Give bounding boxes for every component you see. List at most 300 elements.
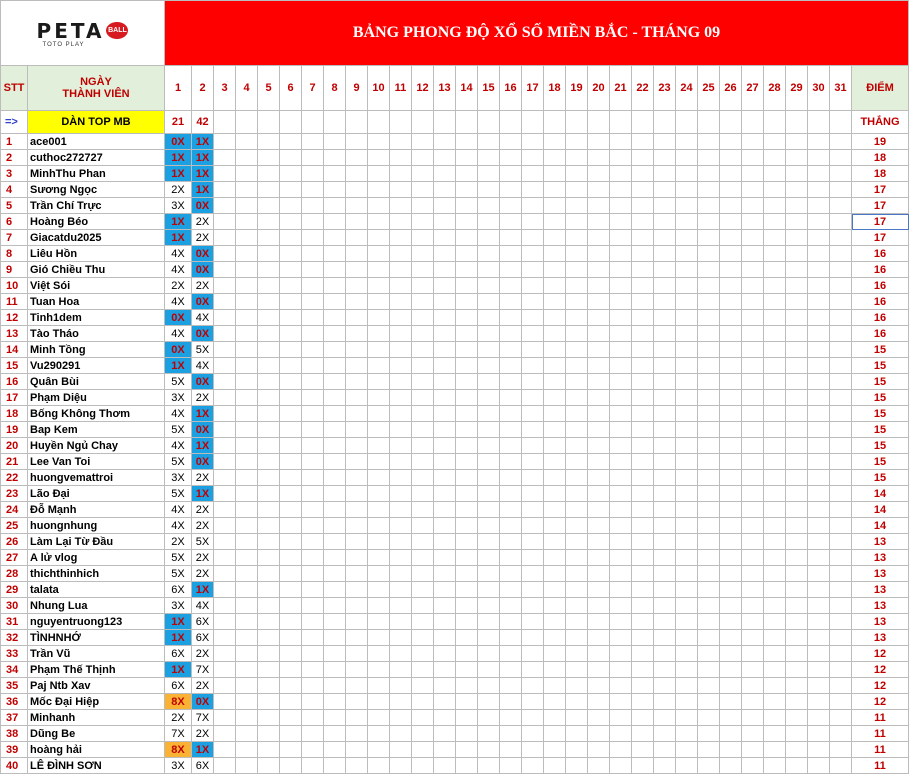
day-26-cell[interactable]	[720, 326, 742, 342]
day-8-cell[interactable]	[324, 214, 346, 230]
day-18-cell[interactable]	[544, 438, 566, 454]
day-4-cell[interactable]	[236, 662, 258, 678]
day-22-cell[interactable]	[632, 342, 654, 358]
day-11-cell[interactable]	[390, 406, 412, 422]
day-4-cell[interactable]	[236, 214, 258, 230]
day-17-cell[interactable]	[522, 486, 544, 502]
score-cell[interactable]: 16	[852, 294, 909, 310]
day-5-cell[interactable]	[258, 694, 280, 710]
day-6-cell[interactable]	[280, 406, 302, 422]
day-20-cell[interactable]	[588, 710, 610, 726]
day-25-cell[interactable]	[698, 342, 720, 358]
day-23-cell[interactable]	[654, 342, 676, 358]
day-3-cell[interactable]	[214, 534, 236, 550]
day-24-cell[interactable]	[676, 694, 698, 710]
day-12-cell[interactable]	[412, 582, 434, 598]
day-30-cell[interactable]	[808, 246, 830, 262]
day-11-cell[interactable]	[390, 646, 412, 662]
day-5-cell[interactable]	[258, 566, 280, 582]
day-26-cell[interactable]	[720, 630, 742, 646]
dan-top-day-4[interactable]	[236, 111, 258, 134]
member-name[interactable]: MinhThu Phan	[28, 166, 165, 182]
day-6-cell[interactable]	[280, 278, 302, 294]
day-17-cell[interactable]	[522, 342, 544, 358]
day-12-cell[interactable]	[412, 630, 434, 646]
day-28-cell[interactable]	[764, 310, 786, 326]
day-13-cell[interactable]	[434, 534, 456, 550]
day-29-cell[interactable]	[786, 502, 808, 518]
day-4-cell[interactable]	[236, 438, 258, 454]
day-23-cell[interactable]	[654, 278, 676, 294]
day-3-cell[interactable]	[214, 518, 236, 534]
day-18-cell[interactable]	[544, 630, 566, 646]
day-25-cell[interactable]	[698, 278, 720, 294]
day-30-cell[interactable]	[808, 566, 830, 582]
day-23-cell[interactable]	[654, 694, 676, 710]
day-10-cell[interactable]	[368, 358, 390, 374]
day-7-cell[interactable]	[302, 134, 324, 150]
day-5-cell[interactable]	[258, 374, 280, 390]
day-2-cell[interactable]: 1X	[192, 486, 214, 502]
day-4-cell[interactable]	[236, 182, 258, 198]
day-3-cell[interactable]	[214, 374, 236, 390]
day-8-cell[interactable]	[324, 486, 346, 502]
day-2-cell[interactable]: 2X	[192, 214, 214, 230]
day-27-cell[interactable]	[742, 342, 764, 358]
day-6-cell[interactable]	[280, 294, 302, 310]
day-20-cell[interactable]	[588, 470, 610, 486]
day-31-cell[interactable]	[830, 358, 852, 374]
day-7-cell[interactable]	[302, 470, 324, 486]
day-14-cell[interactable]	[456, 518, 478, 534]
day-29-cell[interactable]	[786, 470, 808, 486]
day-21-cell[interactable]	[610, 502, 632, 518]
day-17-cell[interactable]	[522, 422, 544, 438]
day-header-21[interactable]: 21	[610, 66, 632, 111]
day-23-cell[interactable]	[654, 614, 676, 630]
day-21-cell[interactable]	[610, 326, 632, 342]
day-13-cell[interactable]	[434, 310, 456, 326]
day-10-cell[interactable]	[368, 502, 390, 518]
day-5-cell[interactable]	[258, 598, 280, 614]
day-4-cell[interactable]	[236, 230, 258, 246]
day-4-cell[interactable]	[236, 566, 258, 582]
score-cell[interactable]: 11	[852, 742, 909, 758]
day-9-cell[interactable]	[346, 662, 368, 678]
day-6-cell[interactable]	[280, 502, 302, 518]
day-13-cell[interactable]	[434, 342, 456, 358]
day-28-cell[interactable]	[764, 470, 786, 486]
score-cell[interactable]: 15	[852, 390, 909, 406]
day-21-cell[interactable]	[610, 390, 632, 406]
day-5-cell[interactable]	[258, 294, 280, 310]
day-header-26[interactable]: 26	[720, 66, 742, 111]
day-15-cell[interactable]	[478, 614, 500, 630]
day-25-cell[interactable]	[698, 422, 720, 438]
dan-top-day-22[interactable]	[632, 111, 654, 134]
day-26-cell[interactable]	[720, 614, 742, 630]
day-25-cell[interactable]	[698, 374, 720, 390]
day-13-cell[interactable]	[434, 374, 456, 390]
day-21-cell[interactable]	[610, 534, 632, 550]
day-30-cell[interactable]	[808, 198, 830, 214]
day-24-cell[interactable]	[676, 422, 698, 438]
day-1-cell[interactable]: 1X	[165, 214, 192, 230]
day-26-cell[interactable]	[720, 758, 742, 774]
day-10-cell[interactable]	[368, 694, 390, 710]
day-27-cell[interactable]	[742, 150, 764, 166]
day-4-cell[interactable]	[236, 358, 258, 374]
day-18-cell[interactable]	[544, 694, 566, 710]
day-28-cell[interactable]	[764, 406, 786, 422]
day-19-cell[interactable]	[566, 438, 588, 454]
day-12-cell[interactable]	[412, 550, 434, 566]
day-13-cell[interactable]	[434, 630, 456, 646]
day-12-cell[interactable]	[412, 262, 434, 278]
day-25-cell[interactable]	[698, 502, 720, 518]
day-21-cell[interactable]	[610, 182, 632, 198]
day-6-cell[interactable]	[280, 358, 302, 374]
day-24-cell[interactable]	[676, 358, 698, 374]
day-19-cell[interactable]	[566, 342, 588, 358]
day-26-cell[interactable]	[720, 438, 742, 454]
day-25-cell[interactable]	[698, 758, 720, 774]
day-23-cell[interactable]	[654, 742, 676, 758]
day-30-cell[interactable]	[808, 326, 830, 342]
day-26-cell[interactable]	[720, 422, 742, 438]
day-16-cell[interactable]	[500, 374, 522, 390]
day-19-cell[interactable]	[566, 582, 588, 598]
day-28-cell[interactable]	[764, 646, 786, 662]
day-28-cell[interactable]	[764, 326, 786, 342]
day-7-cell[interactable]	[302, 422, 324, 438]
day-19-cell[interactable]	[566, 566, 588, 582]
day-23-cell[interactable]	[654, 438, 676, 454]
day-header-7[interactable]: 7	[302, 66, 324, 111]
day-21-cell[interactable]	[610, 470, 632, 486]
day-15-cell[interactable]	[478, 166, 500, 182]
day-11-cell[interactable]	[390, 310, 412, 326]
dan-top-day-3[interactable]	[214, 111, 236, 134]
day-22-cell[interactable]	[632, 598, 654, 614]
day-22-cell[interactable]	[632, 422, 654, 438]
day-31-cell[interactable]	[830, 742, 852, 758]
day-31-cell[interactable]	[830, 406, 852, 422]
day-1-cell[interactable]: 6X	[165, 582, 192, 598]
day-2-cell[interactable]: 2X	[192, 230, 214, 246]
day-22-cell[interactable]	[632, 262, 654, 278]
day-header-17[interactable]: 17	[522, 66, 544, 111]
day-4-cell[interactable]	[236, 326, 258, 342]
day-24-cell[interactable]	[676, 742, 698, 758]
day-18-cell[interactable]	[544, 758, 566, 774]
member-name[interactable]: Mốc Đại Hiệp	[28, 694, 165, 710]
score-cell[interactable]: 14	[852, 486, 909, 502]
day-13-cell[interactable]	[434, 182, 456, 198]
day-15-cell[interactable]	[478, 502, 500, 518]
day-11-cell[interactable]	[390, 326, 412, 342]
day-28-cell[interactable]	[764, 630, 786, 646]
day-2-cell[interactable]: 4X	[192, 310, 214, 326]
dan-top-day-12[interactable]	[412, 111, 434, 134]
day-29-cell[interactable]	[786, 358, 808, 374]
day-25-cell[interactable]	[698, 134, 720, 150]
day-6-cell[interactable]	[280, 614, 302, 630]
day-28-cell[interactable]	[764, 262, 786, 278]
day-6-cell[interactable]	[280, 182, 302, 198]
member-name[interactable]: Giacatdu2025	[28, 230, 165, 246]
day-24-cell[interactable]	[676, 726, 698, 742]
day-16-cell[interactable]	[500, 422, 522, 438]
day-25-cell[interactable]	[698, 246, 720, 262]
day-10-cell[interactable]	[368, 182, 390, 198]
day-8-cell[interactable]	[324, 566, 346, 582]
score-cell[interactable]: 17	[852, 230, 909, 246]
day-26-cell[interactable]	[720, 294, 742, 310]
day-15-cell[interactable]	[478, 342, 500, 358]
day-20-cell[interactable]	[588, 614, 610, 630]
day-11-cell[interactable]	[390, 582, 412, 598]
day-14-cell[interactable]	[456, 726, 478, 742]
day-25-cell[interactable]	[698, 614, 720, 630]
day-26-cell[interactable]	[720, 470, 742, 486]
day-18-cell[interactable]	[544, 246, 566, 262]
day-11-cell[interactable]	[390, 710, 412, 726]
day-26-cell[interactable]	[720, 726, 742, 742]
day-19-cell[interactable]	[566, 390, 588, 406]
day-13-cell[interactable]	[434, 438, 456, 454]
day-6-cell[interactable]	[280, 166, 302, 182]
day-25-cell[interactable]	[698, 198, 720, 214]
day-8-cell[interactable]	[324, 454, 346, 470]
day-13-cell[interactable]	[434, 758, 456, 774]
day-header-20[interactable]: 20	[588, 66, 610, 111]
day-15-cell[interactable]	[478, 742, 500, 758]
day-17-cell[interactable]	[522, 534, 544, 550]
day-18-cell[interactable]	[544, 358, 566, 374]
day-9-cell[interactable]	[346, 470, 368, 486]
day-19-cell[interactable]	[566, 678, 588, 694]
member-name[interactable]: huongvemattroi	[28, 470, 165, 486]
day-31-cell[interactable]	[830, 438, 852, 454]
dan-top-day-18[interactable]	[544, 111, 566, 134]
dan-top-day-11[interactable]	[390, 111, 412, 134]
day-16-cell[interactable]	[500, 406, 522, 422]
day-22-cell[interactable]	[632, 646, 654, 662]
day-31-cell[interactable]	[830, 166, 852, 182]
day-9-cell[interactable]	[346, 534, 368, 550]
member-name[interactable]: Làm Lại Từ Đầu	[28, 534, 165, 550]
day-17-cell[interactable]	[522, 166, 544, 182]
day-3-cell[interactable]	[214, 582, 236, 598]
day-13-cell[interactable]	[434, 390, 456, 406]
day-14-cell[interactable]	[456, 406, 478, 422]
day-5-cell[interactable]	[258, 454, 280, 470]
day-19-cell[interactable]	[566, 198, 588, 214]
day-27-cell[interactable]	[742, 694, 764, 710]
day-29-cell[interactable]	[786, 406, 808, 422]
day-22-cell[interactable]	[632, 246, 654, 262]
day-28-cell[interactable]	[764, 678, 786, 694]
day-14-cell[interactable]	[456, 742, 478, 758]
day-17-cell[interactable]	[522, 614, 544, 630]
day-1-cell[interactable]: 7X	[165, 726, 192, 742]
day-12-cell[interactable]	[412, 486, 434, 502]
day-22-cell[interactable]	[632, 726, 654, 742]
day-19-cell[interactable]	[566, 406, 588, 422]
day-21-cell[interactable]	[610, 454, 632, 470]
day-6-cell[interactable]	[280, 566, 302, 582]
day-29-cell[interactable]	[786, 486, 808, 502]
day-header-9[interactable]: 9	[346, 66, 368, 111]
day-29-cell[interactable]	[786, 518, 808, 534]
day-22-cell[interactable]	[632, 550, 654, 566]
day-7-cell[interactable]	[302, 262, 324, 278]
day-5-cell[interactable]	[258, 438, 280, 454]
day-1-cell[interactable]: 4X	[165, 262, 192, 278]
day-23-cell[interactable]	[654, 358, 676, 374]
day-21-cell[interactable]	[610, 742, 632, 758]
day-23-cell[interactable]	[654, 230, 676, 246]
day-18-cell[interactable]	[544, 646, 566, 662]
day-19-cell[interactable]	[566, 326, 588, 342]
day-19-cell[interactable]	[566, 166, 588, 182]
day-30-cell[interactable]	[808, 694, 830, 710]
day-11-cell[interactable]	[390, 278, 412, 294]
day-10-cell[interactable]	[368, 262, 390, 278]
day-20-cell[interactable]	[588, 678, 610, 694]
day-12-cell[interactable]	[412, 294, 434, 310]
day-15-cell[interactable]	[478, 182, 500, 198]
day-15-cell[interactable]	[478, 246, 500, 262]
day-9-cell[interactable]	[346, 278, 368, 294]
day-29-cell[interactable]	[786, 374, 808, 390]
day-26-cell[interactable]	[720, 646, 742, 662]
day-7-cell[interactable]	[302, 758, 324, 774]
day-25-cell[interactable]	[698, 486, 720, 502]
day-24-cell[interactable]	[676, 406, 698, 422]
day-23-cell[interactable]	[654, 598, 676, 614]
day-2-cell[interactable]: 2X	[192, 470, 214, 486]
day-11-cell[interactable]	[390, 294, 412, 310]
day-5-cell[interactable]	[258, 246, 280, 262]
day-6-cell[interactable]	[280, 646, 302, 662]
day-20-cell[interactable]	[588, 278, 610, 294]
day-30-cell[interactable]	[808, 166, 830, 182]
day-19-cell[interactable]	[566, 614, 588, 630]
day-5-cell[interactable]	[258, 230, 280, 246]
day-2-cell[interactable]: 7X	[192, 710, 214, 726]
day-21-cell[interactable]	[610, 614, 632, 630]
day-27-cell[interactable]	[742, 438, 764, 454]
day-15-cell[interactable]	[478, 262, 500, 278]
day-30-cell[interactable]	[808, 358, 830, 374]
day-13-cell[interactable]	[434, 134, 456, 150]
day-26-cell[interactable]	[720, 694, 742, 710]
day-15-cell[interactable]	[478, 198, 500, 214]
day-24-cell[interactable]	[676, 294, 698, 310]
day-29-cell[interactable]	[786, 630, 808, 646]
day-5-cell[interactable]	[258, 518, 280, 534]
day-29-cell[interactable]	[786, 310, 808, 326]
day-19-cell[interactable]	[566, 374, 588, 390]
day-16-cell[interactable]	[500, 294, 522, 310]
day-19-cell[interactable]	[566, 630, 588, 646]
day-16-cell[interactable]	[500, 726, 522, 742]
day-20-cell[interactable]	[588, 502, 610, 518]
day-12-cell[interactable]	[412, 358, 434, 374]
day-6-cell[interactable]	[280, 134, 302, 150]
day-15-cell[interactable]	[478, 230, 500, 246]
dan-top-day-17[interactable]	[522, 111, 544, 134]
dan-top-day-2[interactable]: 42	[192, 111, 214, 134]
day-10-cell[interactable]	[368, 246, 390, 262]
member-name[interactable]: Trần Vũ	[28, 646, 165, 662]
day-18-cell[interactable]	[544, 678, 566, 694]
day-9-cell[interactable]	[346, 550, 368, 566]
dan-top-day-24[interactable]	[676, 111, 698, 134]
day-28-cell[interactable]	[764, 358, 786, 374]
day-14-cell[interactable]	[456, 134, 478, 150]
member-name[interactable]: Sương Ngọc	[28, 182, 165, 198]
day-16-cell[interactable]	[500, 566, 522, 582]
day-25-cell[interactable]	[698, 214, 720, 230]
day-14-cell[interactable]	[456, 390, 478, 406]
day-7-cell[interactable]	[302, 646, 324, 662]
day-13-cell[interactable]	[434, 486, 456, 502]
day-19-cell[interactable]	[566, 262, 588, 278]
dan-top-day-16[interactable]	[500, 111, 522, 134]
day-18-cell[interactable]	[544, 550, 566, 566]
score-cell[interactable]: 14	[852, 518, 909, 534]
day-22-cell[interactable]	[632, 614, 654, 630]
day-3-cell[interactable]	[214, 550, 236, 566]
day-19-cell[interactable]	[566, 182, 588, 198]
day-12-cell[interactable]	[412, 374, 434, 390]
day-25-cell[interactable]	[698, 262, 720, 278]
day-15-cell[interactable]	[478, 310, 500, 326]
day-28-cell[interactable]	[764, 518, 786, 534]
day-10-cell[interactable]	[368, 310, 390, 326]
day-13-cell[interactable]	[434, 566, 456, 582]
day-15-cell[interactable]	[478, 358, 500, 374]
day-5-cell[interactable]	[258, 166, 280, 182]
day-11-cell[interactable]	[390, 742, 412, 758]
day-25-cell[interactable]	[698, 294, 720, 310]
day-7-cell[interactable]	[302, 742, 324, 758]
day-5-cell[interactable]	[258, 614, 280, 630]
day-25-cell[interactable]	[698, 358, 720, 374]
day-7-cell[interactable]	[302, 406, 324, 422]
day-header-1[interactable]: 1	[165, 66, 192, 111]
day-30-cell[interactable]	[808, 454, 830, 470]
day-26-cell[interactable]	[720, 358, 742, 374]
day-19-cell[interactable]	[566, 742, 588, 758]
day-23-cell[interactable]	[654, 454, 676, 470]
day-27-cell[interactable]	[742, 262, 764, 278]
dan-top-day-31[interactable]	[830, 111, 852, 134]
day-11-cell[interactable]	[390, 182, 412, 198]
day-21-cell[interactable]	[610, 214, 632, 230]
day-14-cell[interactable]	[456, 342, 478, 358]
day-16-cell[interactable]	[500, 326, 522, 342]
day-8-cell[interactable]	[324, 726, 346, 742]
member-name[interactable]: nguyentruong123	[28, 614, 165, 630]
day-21-cell[interactable]	[610, 646, 632, 662]
day-18-cell[interactable]	[544, 662, 566, 678]
day-28-cell[interactable]	[764, 214, 786, 230]
day-21-cell[interactable]	[610, 262, 632, 278]
